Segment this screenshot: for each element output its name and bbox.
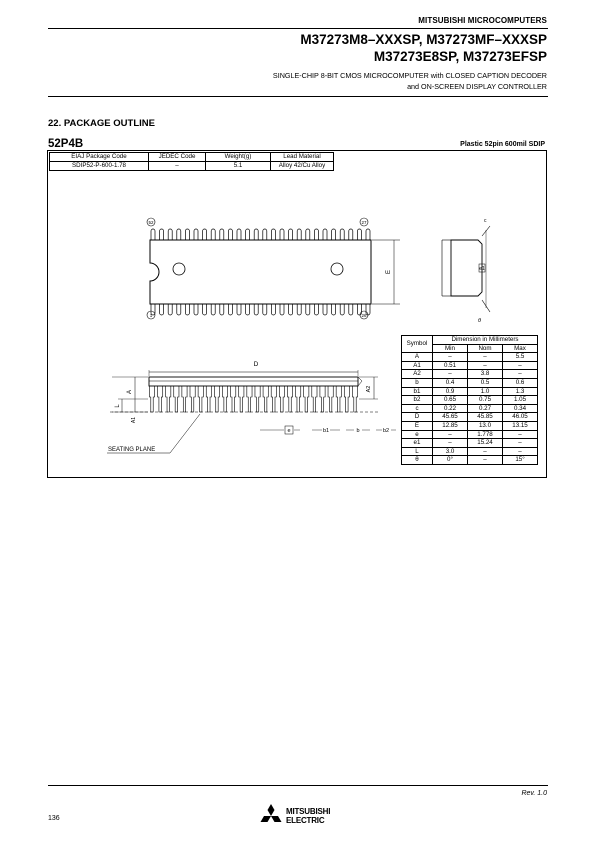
dim-cell-min: – [433,370,468,379]
dim-cell-max: – [503,439,538,448]
bottom-pin [185,304,189,315]
dim-cell-nom: 13.0 [468,421,503,430]
bottom-pin [280,304,284,315]
dim-cell-nom: – [468,353,503,362]
dimension-row [402,421,538,430]
label-b: b [356,428,360,434]
dim-cell-nom: 0.75 [468,396,503,405]
label-A: A [127,389,133,395]
dim-cell-max: 46.05 [503,413,538,422]
dim-cell-min: – [433,430,468,439]
label-theta: θ [478,318,481,324]
footer-divider [48,785,548,786]
side-pin [287,386,292,412]
dimension-row [402,439,538,448]
package-end-view [442,218,490,324]
top-pin [306,229,310,240]
top-pin [203,229,207,240]
dim-cell-symbol: A [402,353,433,362]
dim-cell-min: 0.9 [433,387,468,396]
dim-cell-min: 3.0 [433,447,468,456]
dim-col-max: Max [503,344,538,353]
info-value-eiaj: SDIP52-P-600-1.78 [50,162,149,171]
mitsubishi-logo-icon [258,804,284,826]
top-pin [271,229,275,240]
bottom-pin [254,304,258,315]
seating-plane-label: SEATING PLANE [108,447,156,453]
dim-cell-symbol: e1 [402,439,433,448]
dim-cell-max: – [503,361,538,370]
dim-cell-symbol: e [402,430,433,439]
side-pin [222,386,227,412]
package-side-view [107,361,396,453]
dimension-row [402,447,538,456]
bottom-pin [168,304,172,315]
info-value-weight: 5.1 [206,162,271,171]
pin-26-label: 26 [361,313,367,318]
dim-cell-min: 45.65 [433,413,468,422]
dim-cell-nom: – [468,447,503,456]
side-pin [336,386,341,412]
dimension-row [402,370,538,379]
top-pin [314,229,318,240]
bottom-pin [332,304,336,315]
dim-cell-symbol: c [402,404,433,413]
revision-label: Rev. 1.0 [521,790,547,797]
bottom-pin [314,304,318,315]
side-pin [214,386,219,412]
top-pin [289,229,293,240]
dim-cell-nom: – [468,456,503,465]
side-pin [166,386,171,412]
side-pin [247,386,252,412]
package-body-top-view [150,240,371,304]
dim-cell-nom: 15.24 [468,439,503,448]
label-A2: A2 [366,385,372,393]
dim-cell-symbol: L [402,447,433,456]
dim-col-min: Min [433,344,468,353]
label-b1: b1 [322,428,330,434]
dim-cell-nom: – [468,361,503,370]
dim-cell-max: 1.05 [503,396,538,405]
side-pin [320,386,325,412]
dim-col-nom: Nom [468,344,503,353]
dim-cell-max: 1.3 [503,387,538,396]
info-header-lead: Lead Material [271,153,334,162]
dimension-row [402,378,538,387]
top-pin [151,229,155,240]
top-pin [349,229,353,240]
dimension-row [402,396,538,405]
top-pin [366,229,370,240]
top-pin [246,229,250,240]
label-A1: A1 [131,416,137,424]
dim-cell-symbol: b1 [402,387,433,396]
bottom-pin [228,304,232,315]
dim-cell-nom: 3.8 [468,370,503,379]
top-pin [237,229,241,240]
info-value-lead: Alloy 42/Cu Alloy [271,162,334,171]
label-e: e [287,428,291,434]
dim-cell-min: 0.4 [433,378,468,387]
info-header-jedec: JEDEC Code [149,153,206,162]
side-pin [174,386,179,412]
side-pin [190,386,195,412]
info-header-weight: Weight(g) [206,153,271,162]
side-pin [328,386,333,412]
dim-cell-max: 0.6 [503,378,538,387]
top-pin [297,229,301,240]
dimension-row [402,430,538,439]
ejector-pin-mark-right [331,263,343,275]
bottom-pin [349,304,353,315]
side-pin [271,386,276,412]
bottom-pin [220,304,224,315]
top-pin [280,229,284,240]
label-c: c [484,218,487,224]
dim-cell-symbol: b2 [402,396,433,405]
bottom-pin [323,304,327,315]
side-pin [239,386,244,412]
dimension-row [402,361,538,370]
dimension-row [402,387,538,396]
dim-cell-nom: 0.27 [468,404,503,413]
dimension-row [402,456,538,465]
top-pin [220,229,224,240]
dim-cell-max: 15° [503,456,538,465]
dim-cell-min: 0.51 [433,361,468,370]
bottom-pin [297,304,301,315]
mitsubishi-electric-logo-text [286,808,330,825]
ejector-pin-mark-left [173,263,185,275]
top-pin [357,229,361,240]
side-pin [206,386,211,412]
side-pin [344,386,349,412]
side-pin [231,386,236,412]
dim-cell-symbol: A2 [402,370,433,379]
side-pin-row [149,386,357,412]
dim-cell-max: 5.5 [503,353,538,362]
label-E: E [386,269,392,275]
package-name: 52P4B [48,138,84,150]
top-pin [254,229,258,240]
top-pin [340,229,344,240]
label-b2: b2 [382,428,390,434]
dim-cell-max: – [503,430,538,439]
side-pin [149,386,154,412]
section-title: 22. PACKAGE OUTLINE [48,118,155,129]
bottom-pin [289,304,293,315]
bottom-pin [237,304,241,315]
dim-cell-min: – [433,439,468,448]
side-pin [352,386,357,412]
top-pin [211,229,215,240]
pin-1-label: 1 [149,313,153,318]
document-title-line2: M37273E8SP, M37273EFSP [373,49,547,64]
label-D: D [253,361,259,368]
top-pin-row [151,229,370,240]
top-pin [263,229,267,240]
dim-cell-max: – [503,370,538,379]
bottom-pin [177,304,181,315]
logo-line1: MITSUBISHI [286,807,331,816]
dimension-row [402,413,538,422]
page-number: 136 [48,815,60,822]
top-pin [185,229,189,240]
side-pin [304,386,309,412]
dim-cell-max: – [503,447,538,456]
package-description: Plastic 52pin 600mil SDIP [460,141,545,148]
dim-cell-min: 12.85 [433,421,468,430]
document-title-line1: M37273M8–XXXSP, M37273MF–XXXSP [300,32,547,47]
dim-cell-nom: 1.778 [468,430,503,439]
side-pin [279,386,284,412]
bottom-pin [194,304,198,315]
document-description-line1: SINGLE-CHIP 8-BIT CMOS MICROCOMPUTER with CLOSED CAPTION DECODER [272,71,547,80]
bottom-pin [263,304,267,315]
dim-cell-max: 0.34 [503,404,538,413]
side-pin [312,386,317,412]
dim-cell-min: 0° [433,456,468,465]
dim-symbol-header: Symbol [402,336,433,353]
info-value-jedec: – [149,162,206,171]
dim-cell-min: – [433,353,468,362]
top-pin [323,229,327,240]
top-pin [160,229,164,240]
dim-cell-symbol: D [402,413,433,422]
bottom-pin [340,304,344,315]
dim-cell-min: 0.22 [433,404,468,413]
side-pin [263,386,268,412]
bottom-pin [271,304,275,315]
side-pin [255,386,260,412]
label-L: L [115,404,121,408]
dim-cell-nom: 0.5 [468,378,503,387]
side-pin [296,386,301,412]
bottom-pin [203,304,207,315]
pin-27-label: 27 [361,220,367,225]
top-pin [177,229,181,240]
bottom-pin [246,304,250,315]
bottom-pin [306,304,310,315]
dim-cell-nom: 1.0 [468,387,503,396]
dim-cell-symbol: E [402,421,433,430]
dim-group-header: Dimension in Millimeters [433,336,538,345]
dimension-row [402,353,538,362]
label-e1: e1 [479,266,485,272]
logo-line2: ELECTRIC [286,815,325,825]
bottom-pin [366,304,370,315]
info-header-eiaj: EIAJ Package Code [50,153,149,162]
top-pin [228,229,232,240]
bottom-pin [211,304,215,315]
document-description-line2: and ON-SCREEN DISPLAY CONTROLLER [407,82,547,91]
dimension-row [402,404,538,413]
side-pin [198,386,203,412]
dim-cell-symbol: θ [402,456,433,465]
dim-cell-nom: 45.85 [468,413,503,422]
side-pin [158,386,163,412]
top-pin [332,229,336,240]
top-pin [194,229,198,240]
top-pin [168,229,172,240]
side-pin [182,386,187,412]
dim-cell-symbol: b [402,378,433,387]
dim-cell-min: 0.65 [433,396,468,405]
dimension-table [401,335,538,465]
dim-cell-max: 13.15 [503,421,538,430]
pin-52-label: 52 [148,220,154,225]
bottom-pin-row [151,304,370,315]
dim-cell-symbol: A1 [402,361,433,370]
bottom-pin [160,304,164,315]
brand-header: MITSUBISHI MICROCOMPUTERS [418,16,547,25]
